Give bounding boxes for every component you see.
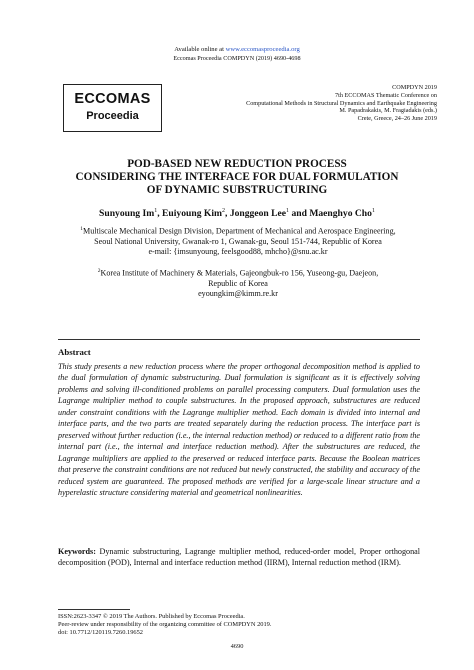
author-name: Jonggeon Lee	[229, 208, 287, 220]
keywords-block	[58, 546, 420, 569]
conference-info	[177, 84, 437, 123]
title-line2: CONSIDERING THE INTERFACE FOR DUAL FORMULATION	[75, 171, 399, 183]
keywords-text: Dynamic substructuring, Lagrange multiplier method, reduced-order model, Proper orthogonal decomposition (POD), Internal and interface reduction method (IIRM), Internal reduction method (IRM).	[58, 547, 421, 568]
issn-line: ISSN:2623-3347 © 2019 The Authors. Published by Eccomas Proceedia.	[58, 613, 245, 620]
footer-divider	[58, 609, 130, 610]
conference-editors: M. Papadrakakis, M. Fragiadakis (eds.)	[339, 107, 437, 115]
author-name: Maenghyo Cho	[309, 208, 372, 220]
author-separator: and	[289, 208, 310, 220]
affiliation-mark: 2	[97, 268, 101, 274]
available-prefix: Available online at	[174, 46, 224, 53]
conference-topic: Computational Methods in Structural Dynamics and Earthquake Engineering	[246, 99, 437, 107]
author-affiliation-mark: 1	[286, 208, 290, 214]
availability-line	[0, 46, 474, 54]
affiliation-email: eyoungkim@kimm.re.kr	[198, 289, 278, 299]
journal-url-link[interactable]: www.eccomasproceedia.org	[225, 46, 300, 53]
eccomas-logo	[63, 84, 162, 132]
keywords-label: Keywords:	[58, 547, 96, 556]
affiliation-line: Seoul National University, Gwanak-ro 1, Gwanak-gu, Seoul 151-744, Republic of Korea	[94, 236, 382, 246]
affiliation-1	[48, 224, 428, 258]
author-affiliation-mark: 1	[154, 208, 158, 214]
title-line3: OF DYNAMIC SUBSTRUCTURING	[146, 184, 328, 196]
affiliation-email: e-mail: {imsunyoung, feelsgood88, mhcho}@snu.ac.kr	[148, 247, 328, 257]
conference-name: COMPDYN 2019	[392, 84, 437, 91]
logo-line2: Proceedia	[86, 110, 139, 122]
doi-line: doi: 10.7712/120119.7260.19652	[58, 629, 143, 636]
affiliation-line: Korea Institute of Machinery & Materials, Gajeongbuk-ro 156, Yuseong-gu, Daejeon,	[100, 268, 379, 278]
conference-edition: 7th ECCOMAS Thematic Conference on	[335, 91, 437, 99]
affiliation-mark: 1	[80, 226, 84, 232]
abstract-divider	[58, 339, 420, 340]
affiliation-line: Republic of Korea	[208, 278, 268, 288]
paper-title	[40, 158, 434, 197]
peer-review-line: Peer-review under responsibility of the organizing committee of COMPDYN 2019.	[58, 621, 272, 628]
proceedings-line: Eccomas Proceedia COMPDYN (2019) 4690-4698	[173, 55, 301, 62]
author-separator: ,	[157, 208, 163, 220]
author-name: Sunyoung Im	[99, 208, 155, 220]
conference-location-date: Crete, Greece, 24–26 June 2019	[357, 115, 437, 123]
abstract-heading: Abstract	[58, 347, 91, 357]
page-number: 4690	[230, 643, 244, 650]
logo-line1: ECCOMAS	[74, 91, 151, 107]
title-line1: POD-BASED NEW REDUCTION PROCESS	[127, 158, 347, 170]
author-affiliation-mark: 1	[371, 208, 375, 214]
author-affiliation-mark: 2	[222, 208, 226, 214]
author-separator: ,	[225, 208, 230, 220]
abstract-text: This study presents a new reduction process where the proper orthogonal decomposition method is applied to the dual formulation of dynamic substructuring. Dual formulation is significant as it is effectively solving problems and solving ill-conditioned problems on parallel processing computers. Dual formulation uses the Lagrange multiplier method to couple substructures. In the proposed approach, substructures are reduced under constraint conditions with the Lagrange multiplier method. Each domain is divided into internal and interface parts, and the two parts are treated separately during the reduction process. The interface part is preserved without further reduction (i.e., the internal reduction method) or reduced to a different ratio from the internal part (i.e., the internal and interface reduction method). After the substructures are reduced, the Lagrange multipliers are applied to the preserved or reduced interface parts. Because the Boolean matrices that preserve the constraint conditions are not reduced but newly constructed, the stability and accuracy of the reduced system are guaranteed. The proposed methods are verified for a large-scale linear structure and a hyperelastic structure considering material and geometrical nonlinearities.	[58, 362, 420, 497]
affiliation-line: Multiscale Mechanical Design Division, Department of Mechanical and Aerospace Engineering,	[83, 226, 396, 236]
affiliation-2	[48, 266, 428, 300]
footer-info	[58, 613, 271, 637]
author-list	[40, 208, 434, 219]
author-name: Euiyoung Kim	[162, 208, 223, 220]
